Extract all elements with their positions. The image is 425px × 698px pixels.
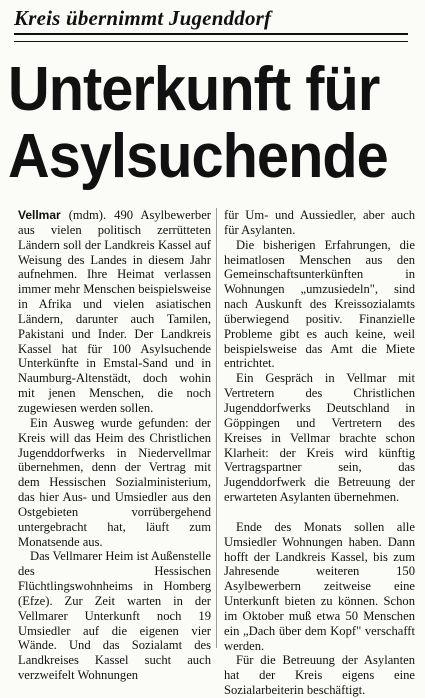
paragraph: Das Vellmarer Heim ist Außenstelle des Hessischen Flüchtlingswohnheims in Homberg (Efze). Zur Zeit warten in der Vellmarer Unterkunft noch 19 Umsiedler auf die eigenen vier Wände. Und das Sozialamt des Landkreises Kassel sucht auch verzweifelt Wohnungen (18, 549, 211, 683)
paragraph: Die bisherigen Erfahrungen, die heimatlosen Menschen aus den Gemeinschaftsunterkünften in Wohnungen „umzusiedeln", sind nach Auskunft des Kreissozialamts überwiegend positiv. Finanzielle Probleme gibt es auch keine, weil beispielsweise das Amt die Miete entrichtet. (224, 237, 415, 371)
column-divider (216, 208, 217, 648)
second-rule (14, 41, 408, 42)
paragraph: für Um- und Aussiedler, aber auch für Asylanten. (224, 208, 415, 237)
paragraph: Ende des Monats sollen alle Umsiedler Wohnungen haben. Dann hofft der Landkreis Kassel, bis zum Jahresende weiteren 150 Asylbewerbern zeitweise eine Unterkunft bieten zu können. Schon im Oktober muß etwa 50 Menschen ein „Dach über dem Kopf" verschafft werden. (224, 519, 415, 653)
paragraph (18, 208, 211, 416)
headline-line-2: Asylsuchende (8, 122, 388, 191)
paragraph-text: (mdm). 490 Asylbewerber aus vielen politisch zerrütteten Ländern soll der Landkreis Kassel auf Weisung des Landes in diesem Jahr aufnehmen. Ihre Heimat verlassen immer mehr Menschen beispielsweise in Afrika und vielen asiatischen Ländern, darunter auch Tamilen, Pakistani und Inder. Der Landkreis Kassel hat für 100 Asylsuchende Unterkünfte in Emstal-Sand und in Naumburg-Altenstädt, doch wohin mit jenen Menschen, die noch zugewiesen werden sollen. (18, 208, 211, 415)
left-column (18, 208, 211, 683)
right-column (224, 208, 415, 698)
top-rule (14, 33, 408, 35)
headline (8, 56, 389, 190)
dateline: Vellmar (18, 208, 61, 222)
paragraph: Ein Ausweg wurde gefunden: der Kreis will das Heim des Christlichen Jugenddorfwerks in Niedervellmar übernehmen, denn der Vertrag mit dem Hessischen Sozialministerium, das hier Aus- und Umsiedler aus den Ostgebieten vorrübergehend untergebracht hat, läuft zum Monatsende aus. (18, 415, 211, 549)
paragraph: Ein Gespräch in Vellmar mit Vertretern des Christlichen Jugenddorfwerks Deutschland in Göppingen und Vertretern des Kreises in Vellmar brachte schon Klarheit: der Kreis wird künftig Vertragspartner sein, das Jugenddorfwerk die Betreuung der erwarteten Asylanten übernehmen. (224, 371, 415, 505)
headline-line-1: Unterkunft für (8, 55, 380, 124)
paragraph: Für die Betreuung der Asylanten hat der Kreis eigens eine Sozialarbeiterin beschäftigt. (224, 653, 415, 698)
kicker: Kreis übernimmt Jugenddorf (14, 6, 272, 30)
